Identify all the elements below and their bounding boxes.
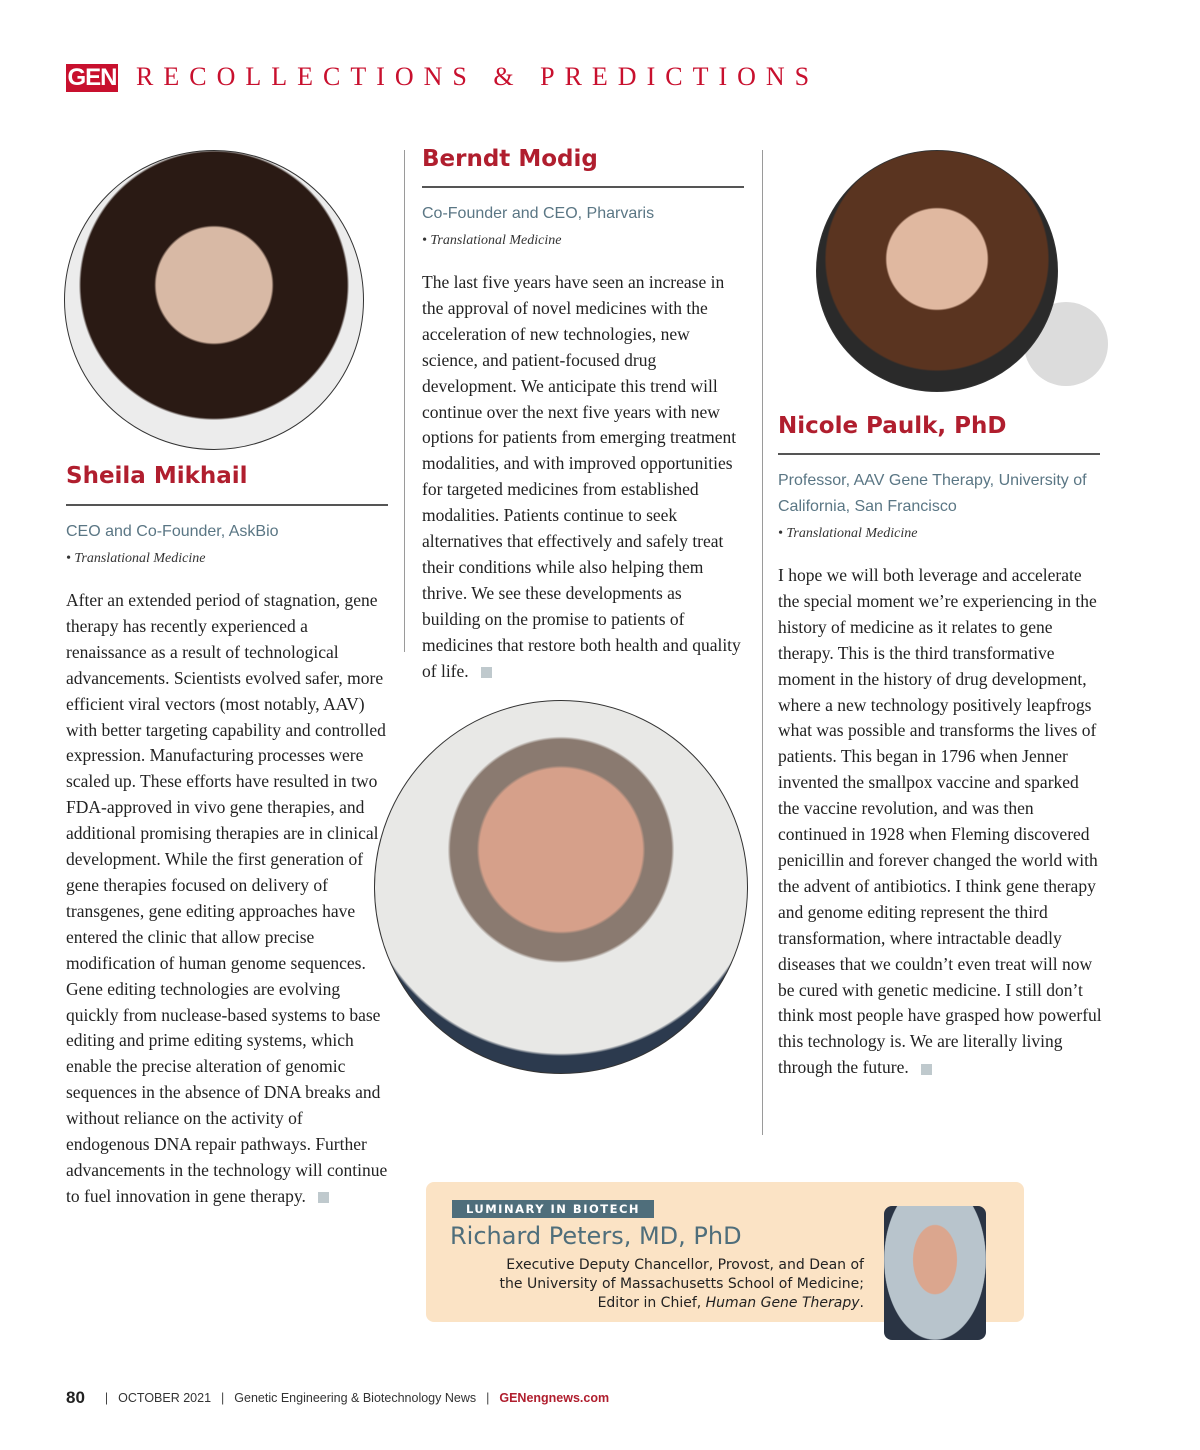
nicole-role: Professor, AAV Gene Therapy, University of California, San Francisco [778, 472, 1087, 515]
footer-separator: | [104, 1391, 109, 1405]
page-number: 80 [66, 1388, 85, 1407]
end-of-article-mark [921, 1064, 932, 1075]
end-of-article-mark [318, 1192, 329, 1203]
nicole-portrait [816, 150, 1058, 392]
website-link[interactable]: GENengnews.com [499, 1391, 610, 1405]
sheila-portrait [64, 150, 364, 450]
publication-name: Genetic Engineering & Biotechnology News [234, 1391, 477, 1405]
berndt-role: Co-Founder and CEO, Pharvaris [422, 205, 655, 222]
luminary-desc-suffix: . [859, 1295, 864, 1311]
sheila-body: After an extended period of stagnation, gene therapy has recently experienced a renaissance as a result of technological advancements. Scientists evolved safer, more efficient viral vectors (most notably, AAV) with better targeting capability and controlled expression. Manufacturing processes were scaled up. These efforts have resulted in two FDA-approved in vivo gene therapies, and additional promising therapies are in clinical development. While the first generation of gene therapies focused on delivery of transgenes, gene editing approaches have entered the clinic that allow precise modification of human genome sequences. Gene editing technologies are evolving quickly from nuclease-based systems to base editing and prime editing systems, which enable the precise alteration of genomic sequences in the absence of DNA breaks and without reliance on the activity of endogenous DNA repair pathways. Further advancements in the technology will continue to fuel innovation in gene therapy. [66, 590, 388, 1206]
nicole-name: Nicole Paulk, PhD [778, 413, 1007, 439]
sheila-role: CEO and Co-Founder, AskBio [66, 523, 279, 540]
sheila-article [66, 588, 388, 1210]
luminary-desc-prefix: Editor in Chief, [597, 1295, 706, 1311]
gen-logo: GEN [67, 64, 117, 91]
luminary-desc-line2: the University of Massachusetts School of Medicine; [499, 1276, 864, 1292]
nicole-rule [778, 453, 1100, 455]
nicole-article [778, 563, 1104, 1081]
issue-date: OCTOBER 2021 [118, 1391, 212, 1405]
luminary-description [440, 1256, 864, 1313]
berndt-body: The last five years have seen an increase in the approval of novel medicines with the acceleration of new technologies, new science, and patient-focused drug development. We anticipate this trend will continue over the next five years with new options for patients from emerging treatment modalities, and with improved opportunities for targeted medicines from established modalities. Patients continue to seek alternatives that effectively and safely treat their conditions while also helping them thrive. We see these developments as building on the promise to patients of medicines that restore both health and quality of life. [422, 272, 741, 681]
berndt-article [422, 270, 744, 685]
berndt-rule [422, 186, 744, 188]
luminary-desc-line1: Executive Deputy Chancellor, Provost, and Dean of [506, 1257, 864, 1273]
luminary-journal: Human Gene Therapy [705, 1295, 860, 1311]
sheila-name: Sheila Mikhail [66, 463, 248, 489]
berndt-tag: • Translational Medicine [422, 233, 562, 248]
nicole-tag: • Translational Medicine [778, 526, 918, 541]
luminary-name: Richard Peters, MD, PhD [450, 1222, 742, 1250]
footer-separator: | [221, 1391, 225, 1405]
berndt-name: Berndt Modig [422, 146, 598, 172]
luminary-tag: LUMINARY IN BIOTECH [452, 1200, 654, 1218]
end-of-article-mark [481, 667, 492, 678]
section-title: RECOLLECTIONS & PREDICTIONS [136, 62, 820, 91]
nicole-body: I hope we will both leverage and accelerate the special moment we’re experiencing in the history of medicine as it relates to gene therapy. This is the third transformative moment in the history of drug development, where a new technology positively leapfrogs what was possible and transforms the lives of patients. This began in 1796 when Jenner invented the smallpox vaccine and sparked the vaccine revolution, and was then continued in 1928 when Fleming discovered penicillin and forever changed the world with the advent of antibiotics. I think gene therapy and genome editing represent the third transformation, where intractable deadly diseases that we couldn’t even treat will now be cured with genetic medicine. I still don’t think most people have grasped how powerful this technology is. We are literally living through the future. [778, 565, 1102, 1078]
column-divider-right [762, 150, 763, 1135]
page-footer [66, 1388, 609, 1408]
berndt-portrait [374, 700, 748, 1074]
luminary-desc-line3 [440, 1294, 864, 1313]
luminary-portrait [884, 1206, 986, 1340]
footer-separator: | [486, 1391, 490, 1405]
column-divider-left [404, 150, 405, 652]
sheila-tag: • Translational Medicine [66, 551, 206, 566]
sheila-rule [66, 504, 388, 506]
